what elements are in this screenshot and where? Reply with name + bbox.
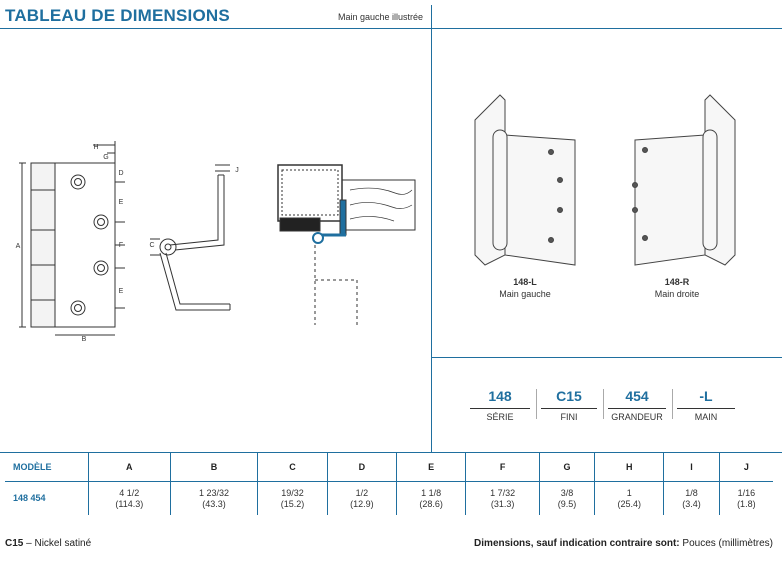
cell-h: 1 (25.4) <box>595 482 664 516</box>
center-divider <box>431 28 432 452</box>
header-d: D <box>327 453 396 482</box>
dim-label-a: A <box>15 243 21 250</box>
right-hand-hinge-image <box>633 95 736 265</box>
header-f: F <box>466 453 540 482</box>
dim-label-e1: E <box>118 199 124 206</box>
header-i: I <box>664 453 719 482</box>
finish-note <box>5 538 91 549</box>
code-grandeur-label: GRANDEUR <box>611 412 663 422</box>
units-note <box>474 538 773 549</box>
dim-label-b: B <box>81 336 87 343</box>
cell-i: 1/8 (3.4) <box>664 482 719 516</box>
code-fini-label: FINI <box>560 412 578 422</box>
dim-label-d: D <box>118 170 124 177</box>
dimensions-table <box>5 453 773 515</box>
cell-f: 1 7/32 (31.3) <box>466 482 540 516</box>
caption-left-code: 148-L <box>513 277 537 287</box>
header-h: H <box>595 453 664 482</box>
page-title: TABLEAU DE DIMENSIONS <box>5 6 230 25</box>
header-a: A <box>89 453 171 482</box>
table-header-row <box>5 453 773 482</box>
dim-label-g: G <box>103 154 109 161</box>
dim-label-j: J <box>235 167 239 174</box>
caption-right-hand <box>622 276 732 300</box>
cell-j: 1/16 (1.8) <box>737 487 756 509</box>
cell-a: 4 1/2 (114.3) <box>89 482 171 516</box>
caption-right-code: 148-R <box>664 277 690 287</box>
header-e: E <box>397 453 466 482</box>
installation-drawing <box>278 165 415 325</box>
dim-label-e2: E <box>118 288 124 295</box>
left-hand-hinge-image <box>475 95 575 265</box>
right-panel-rule <box>431 357 782 358</box>
caption-left-hand <box>470 276 580 300</box>
code-serie-value: 148 <box>488 388 512 404</box>
dim-label-f: F <box>118 242 124 249</box>
units-bold: Dimensions, sauf indication contraire sont: <box>474 538 680 549</box>
code-fini <box>541 388 597 422</box>
cell-c: 19/32 (15.2) <box>258 482 327 516</box>
caption-right-text: Main droite <box>654 289 700 299</box>
header-j: J <box>719 453 773 482</box>
cell-d: 1/2 (12.9) <box>327 482 396 516</box>
header-c: C <box>258 453 327 482</box>
code-fini-value: C15 <box>556 388 582 404</box>
header-rule <box>0 28 782 29</box>
header-model: MODÈLE <box>5 453 89 482</box>
cell-model: 148 454 <box>5 482 89 516</box>
hinge-face-drawing <box>19 141 125 335</box>
cell-e: 1 1/8 (28.6) <box>397 482 466 516</box>
header-b: B <box>170 453 258 482</box>
code-serie <box>470 388 530 422</box>
header-g: G <box>539 453 594 482</box>
code-grandeur-value: 454 <box>625 388 649 404</box>
code-main-value: -L <box>699 388 713 404</box>
dim-label-h: H <box>93 144 99 151</box>
code-main <box>677 388 735 422</box>
illustration-note: Main gauche illustrée <box>338 12 424 22</box>
code-grandeur <box>608 388 666 422</box>
hinge-profile-drawing <box>150 165 230 310</box>
code-main-label: MAIN <box>694 412 718 422</box>
units-text: Pouces (millimètres) <box>679 538 773 549</box>
code-serie-label: SÉRIE <box>486 412 514 422</box>
finish-text: – Nickel satiné <box>23 538 92 549</box>
table-row <box>5 482 773 516</box>
cell-b: 1 23/32 (43.3) <box>170 482 258 516</box>
caption-left-text: Main gauche <box>499 289 551 299</box>
cell-g: 3/8 (9.5) <box>539 482 594 516</box>
subtitle-divider <box>431 5 432 30</box>
product-illustrations <box>455 80 755 275</box>
dimension-drawings <box>0 135 430 350</box>
finish-code: C15 <box>5 538 24 549</box>
dim-label-c: C <box>149 242 155 249</box>
